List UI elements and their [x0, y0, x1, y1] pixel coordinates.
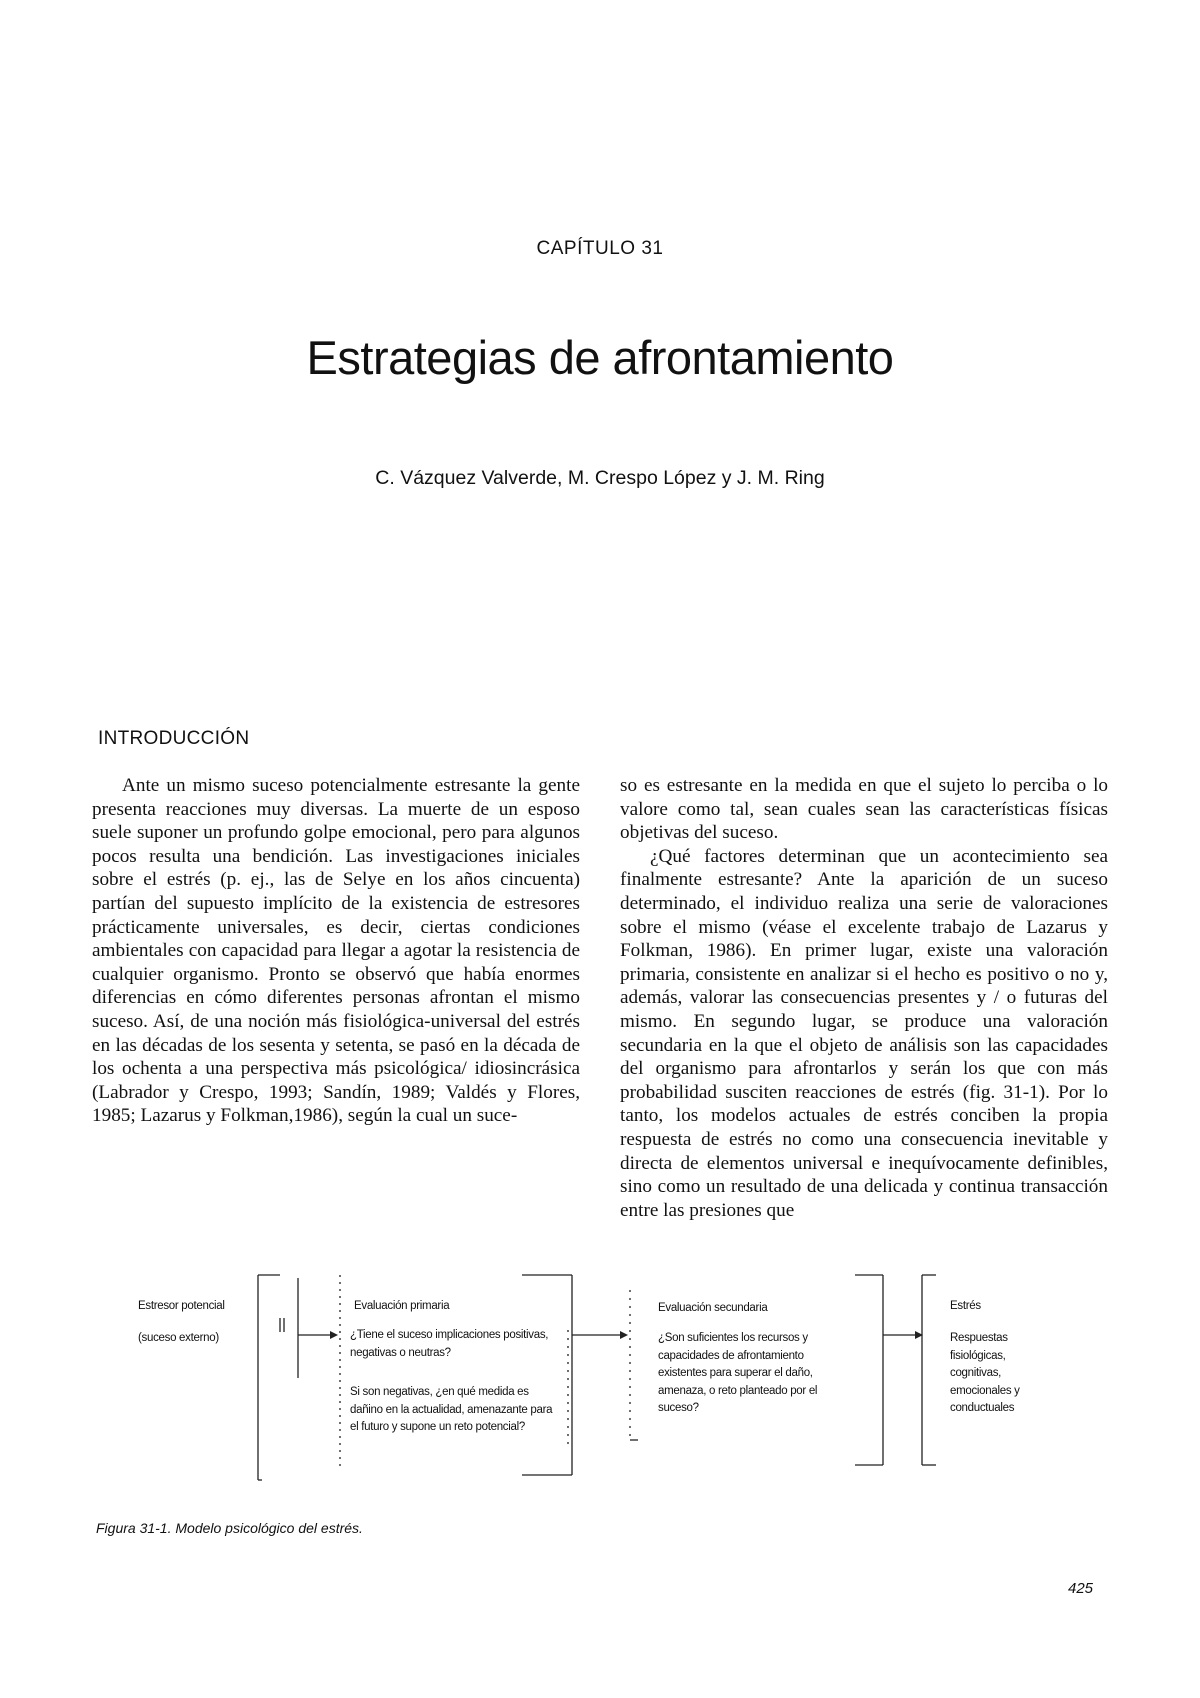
- left-column: [92, 774, 580, 1128]
- body-paragraph: ¿Qué factores determinan que un acontecimiento sea finalmente estresante? Ante la aparición de un suceso determinado, el individuo realiza una serie de valoraciones sobre el mismo (véase el excelente trabajo de Lazarus y Folkman, 1986). En primer lugar, existe una valoración primaria, consistente en analizar si el hecho es positivo o no y, además, valorar las consecuencias presentes y / o futuras del mismo. En segundo lugar, se produce una valoración secundaria en la que el objeto de análisis son las capacidades del organismo para afrontarlos y serán los que con más probabilidad susciten reacciones de estrés (fig. 31-1). Por lo tanto, los modelos actuales de estrés conciben la propia respuesta de estrés no como una consecuencia inevitable y directa de elementos universal e inequívocamente definibles, sino como un resultado de una delicada y continua transacción entre las presiones que: [620, 845, 1108, 1221]
- stress-description: Respuestas fisiológicas, cognitivas, emocionales y conductuales: [950, 1332, 1020, 1414]
- section-heading: INTRODUCCIÓN: [98, 728, 250, 749]
- body-paragraph: so es estresante en la medida en que el sujeto lo perciba o lo valore como tal, sean cuales sean las características físicas objetivas del suceso.: [620, 775, 1108, 844]
- stress-title: Estrés: [950, 1300, 981, 1312]
- stress-model-figure: [90, 1270, 1130, 1490]
- stressor-title: Estresor potencial: [138, 1300, 225, 1312]
- body-paragraph: Ante un mismo suceso potencialmente estresante la gente presenta reacciones muy diversas. La muerte de un esposo suele suponer un profundo golpe emocional, pero para algunos pocos resulta una bendición. Las investigaciones iniciales sobre el estrés (p. ej., las de Selye en los años cincuenta) partían del supuesto implícito de la existencia de estresores prácticamente universales, es decir, ciertas condiciones ambientales con capacidad para llegar a agotar la resistencia de cualquier organismo. Pronto se observó que había enormes diferencias en cómo diferentes personas afrontan el mismo suceso. Así, de una noción más fisiológica-universal del estrés en las décadas de los sesenta y setenta, se pasó en la década de los ochenta a una perspectiva más psicológica/ idiosincrásica (Labrador y Crespo, 1993; Sandín, 1989; Valdés y Flores, 1985; Lazarus y Folkman,1986), según la cual un suce-: [92, 775, 580, 1127]
- primary-evaluation-title: Evaluación primaria: [354, 1300, 450, 1312]
- secondary-evaluation-question: ¿Son suficientes los recursos y capacidades de afrontamiento existentes para superar el daño, amenaza, o reto planteado por el suceso?: [658, 1332, 818, 1414]
- page-number: 425: [1068, 1580, 1094, 1597]
- authors-line: C. Vázquez Valverde, M. Crespo López y J. M. Ring: [375, 467, 825, 489]
- primary-evaluation-question-1: ¿Tiene el suceso implicaciones positivas, negativas o neutras?: [350, 1329, 549, 1359]
- chapter-title: Estrategias de afrontamiento: [306, 331, 894, 384]
- secondary-evaluation-title: Evaluación secundaria: [658, 1302, 768, 1314]
- figure-caption: Figura 31-1. Modelo psicológico del estrés.: [96, 1520, 363, 1536]
- primary-evaluation-question-2: Si son negativas, ¿en qué medida es dañino en la actualidad, amenazante para el futuro y supone un reto potencial?: [350, 1386, 553, 1433]
- chapter-label: CAPÍTULO 31: [536, 238, 664, 259]
- right-column: [620, 774, 1108, 1222]
- stressor-subtitle: (suceso externo): [138, 1332, 219, 1344]
